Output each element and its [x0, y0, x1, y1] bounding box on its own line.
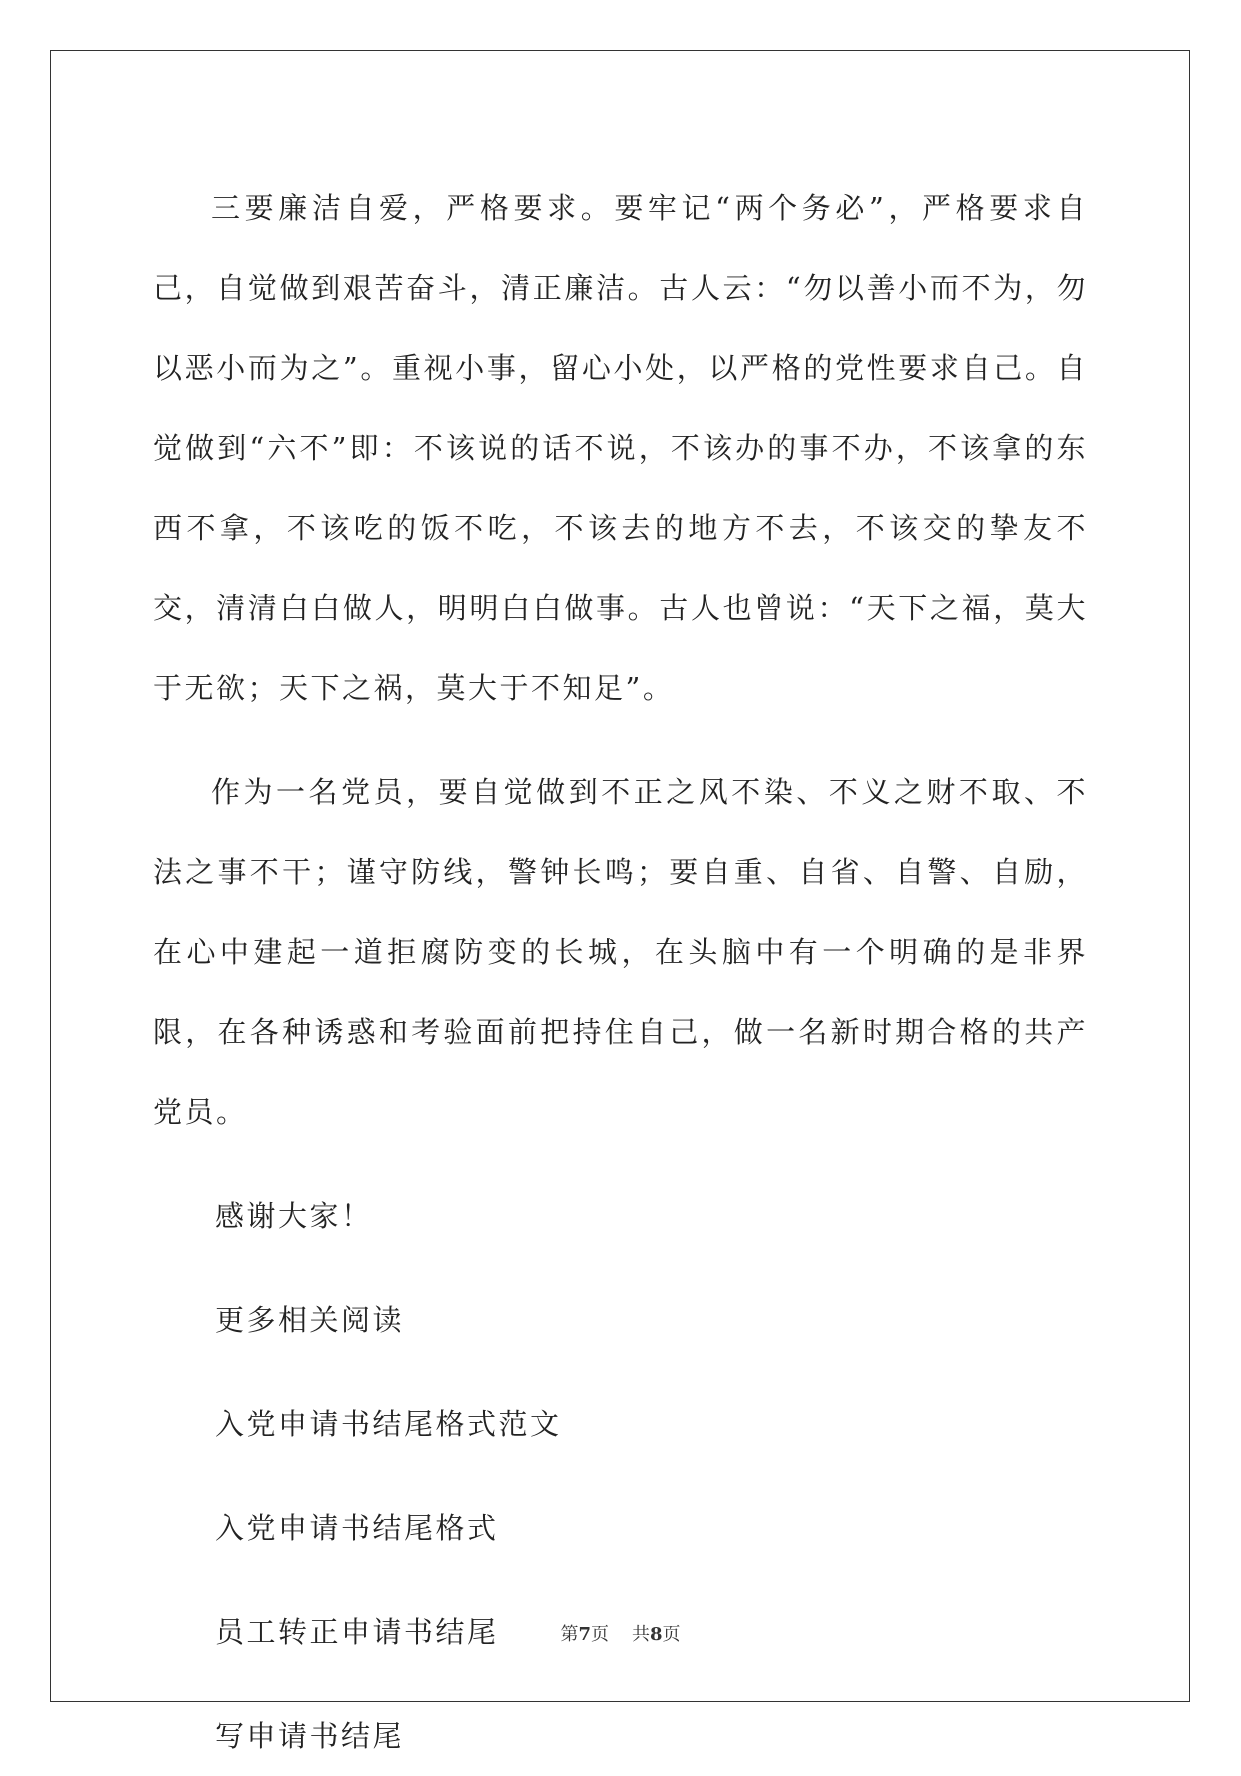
page-number-prefix: 第	[560, 1624, 579, 1645]
closing-thanks: 感谢大家！	[215, 1199, 373, 1233]
related-link[interactable]: 入党申请书结尾格式	[215, 1511, 499, 1545]
page-total: 8	[649, 1624, 663, 1645]
page-footer	[0, 1620, 1241, 1646]
related-link[interactable]: 员工转正申请书结尾	[215, 1615, 499, 1649]
page-number-suffix: 页	[591, 1624, 610, 1645]
paragraph-party-member: 作为一名党员，要自觉做到不正之风不染、不义之财不取、不法之事不干；谨守防线，警钟长鸣；要自重、自省、自警、自励，在心中建起一道拒腐防变的长城，在头脑中有一个明确的是非界限，在各种诱惑和考验面前把持住自己，做一名新时期合格的共产党员。	[153, 775, 1088, 1129]
page-number-current: 7	[578, 1624, 592, 1645]
page-total-suffix: 页	[662, 1624, 681, 1645]
document-body	[153, 168, 1088, 1776]
related-reading-heading: 更多相关阅读	[215, 1303, 405, 1337]
page-total-prefix: 共	[631, 1624, 650, 1645]
related-link[interactable]: 入党申请书结尾格式范文	[215, 1407, 562, 1441]
paragraph-integrity: 三要廉洁自爱，严格要求。要牢记“两个务必”，严格要求自己，自觉做到艰苦奋斗，清正廉洁。古人云：“勿以善小而不为，勿以恶小而为之”。重视小事，留心小处，以严格的党性要求自己。自觉做到“六不”即：不该说的话不说，不该办的事不办，不该拿的东西不拿，不该吃的饭不吃，不该去的地方不去，不该交的挚友不交，清清白白做人，明明白白做事。古人也曾说：“天下之福，莫大于无欲；天下之祸，莫大于不知足”。	[153, 191, 1088, 705]
related-link[interactable]: 写申请书结尾	[215, 1719, 405, 1753]
